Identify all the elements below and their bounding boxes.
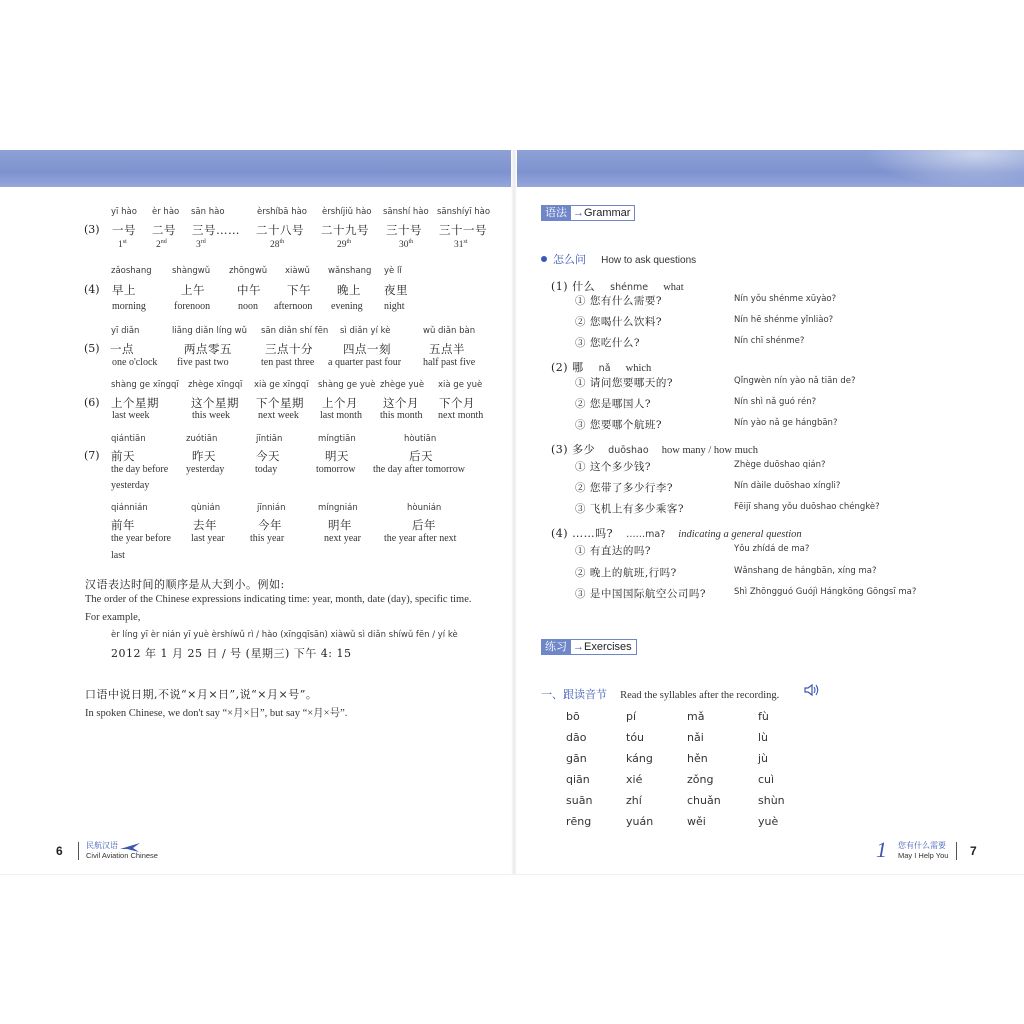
syllable: rēng <box>566 815 592 828</box>
chinese-word: 二十九号 <box>321 223 369 237</box>
book-title-english: Civil Aviation Chinese <box>86 851 158 860</box>
english-gloss: yesterday <box>111 480 150 491</box>
pinyin: zuótiān <box>186 434 218 444</box>
grammar-heading-chinese: 怎么问 <box>553 254 586 266</box>
example-chinese: ③ 是中国国际航空公司吗? <box>575 588 706 600</box>
pinyin: jīntiān <box>256 434 283 444</box>
example-pinyin: Nín hē shénme yǐnliào? <box>734 315 834 325</box>
example-chinese: ② 您是哪国人? <box>575 398 651 410</box>
english-gloss: the year before <box>111 533 171 544</box>
pinyin: sān hào <box>191 207 225 217</box>
example-chinese: ③ 您要哪个航班? <box>575 419 662 431</box>
example-pinyin: Nín dàile duōshao xíngli? <box>734 481 841 491</box>
book-title-chinese: 民航汉语 <box>86 841 118 850</box>
chinese-word: 下午 <box>287 283 311 297</box>
syllable: lù <box>758 731 769 744</box>
chinese-word: 后年 <box>412 518 436 532</box>
ordinal: 1st <box>118 239 127 250</box>
pinyin: shàng ge xīngqī <box>111 380 179 390</box>
pinyin: qùnián <box>191 503 221 513</box>
chapter-title-chinese: 您有什么需要 <box>898 841 946 850</box>
english-gloss: this year <box>250 533 285 544</box>
chinese-word: 三十一号 <box>439 223 487 237</box>
syllable: pí <box>626 710 637 723</box>
pinyin: qiántiān <box>111 434 146 444</box>
english-gloss: last month <box>320 410 362 421</box>
grammar-heading-english: How to ask questions <box>601 255 697 266</box>
pinyin: sānshí hào <box>383 207 429 217</box>
pinyin: liǎng diǎn líng wǔ <box>172 326 248 336</box>
syllable: bō <box>566 710 580 723</box>
example-chinese: ② 您带了多少行李? <box>575 482 673 494</box>
syllable: hěn <box>687 752 708 765</box>
footer-divider <box>956 842 957 860</box>
example-chinese: ③ 您吃什么? <box>575 337 640 349</box>
grammar-tag <box>541 205 635 221</box>
grammar-heading <box>541 248 696 267</box>
ordinal: 31st <box>454 239 468 250</box>
chinese-word: 一点 <box>110 342 134 356</box>
exercises-tag <box>541 639 637 655</box>
arrow-right-icon: → <box>573 641 584 653</box>
chinese-word: 二十八号 <box>256 223 304 237</box>
syllable: wěi <box>687 815 706 828</box>
chinese-word: 四点一刻 <box>343 342 391 356</box>
english-gloss: today <box>255 464 278 475</box>
grammar-tag-english: →Grammar <box>571 205 635 221</box>
question-group-label: (2) 哪 nǎ which <box>551 361 652 374</box>
chinese-word: 二号 <box>152 223 176 237</box>
example-chinese: ① 您有什么需要? <box>575 295 662 307</box>
pinyin: míngnián <box>318 503 358 513</box>
english-gloss: ten past three <box>261 357 315 368</box>
book-gutter <box>511 150 517 875</box>
pinyin: xiàwǔ <box>285 266 310 276</box>
chinese-word: 早上 <box>112 283 136 297</box>
exercises-tag-chinese: 练习 <box>541 639 571 655</box>
audio-speaker-icon[interactable] <box>803 682 821 701</box>
pinyin: wǎnshang <box>328 266 372 276</box>
english-gloss: the year after next <box>384 533 457 544</box>
english-gloss: tomorrow <box>316 464 356 475</box>
example-chinese: ① 请问您要哪天的? <box>575 377 673 389</box>
chinese-word: 五点半 <box>429 342 465 356</box>
exercise-title-english: Read the syllables after the recording. <box>620 690 780 701</box>
chinese-word: 上午 <box>181 283 205 297</box>
page-number: 6 <box>56 844 63 858</box>
exercise-title-chinese: 一、跟读音节 <box>541 689 607 701</box>
english-gloss: next month <box>438 410 484 421</box>
syllable: yuán <box>626 815 654 828</box>
syllable: chuǎn <box>687 794 721 807</box>
example-pinyin: èr líng yī èr nián yī yuè èrshíwǔ rì / hào (xīngqīsān) xiàwǔ sì diǎn shíwǔ fēn / yí kè <box>111 630 458 640</box>
question-group-label: (3) 多少 duōshao how many / how much <box>551 443 758 456</box>
example-pinyin: Qǐngwèn nín yào nǎ tiān de? <box>734 376 856 386</box>
syllable: jù <box>758 752 769 765</box>
note-chinese: 汉语表达时间的顺序是从大到小。例如: <box>85 578 285 591</box>
syllable: gān <box>566 752 587 765</box>
pinyin: yī diǎn <box>111 326 140 336</box>
chinese-word: 前年 <box>111 518 135 532</box>
chinese-word: 下个星期 <box>256 396 304 410</box>
pinyin: yī hào <box>111 207 137 217</box>
ordinal: 3rd <box>196 239 206 250</box>
bullet-icon <box>541 256 547 262</box>
example-pinyin: Nín yào nǎ ge hángbān? <box>734 418 838 428</box>
example-chinese: ① 有直达的吗? <box>575 545 651 557</box>
syllable: fù <box>758 710 769 723</box>
syllable: cuì <box>758 773 775 786</box>
grammar-tag-chinese: 语法 <box>541 205 571 221</box>
chinese-word: 晚上 <box>337 283 361 297</box>
chinese-word: 明天 <box>325 449 349 463</box>
item-number: (4) <box>84 283 100 296</box>
example-chinese: ① 这个多少钱? <box>575 461 651 473</box>
english-gloss: forenoon <box>174 301 211 312</box>
example-pinyin: Nín chī shénme? <box>734 336 805 346</box>
example-chinese: ③ 飞机上有多少乘客? <box>575 503 684 515</box>
note-english: In spoken Chinese, we don't say “×月×日”, but say “×月×号”. <box>85 708 348 719</box>
pinyin: èr hào <box>152 207 180 217</box>
pinyin: sān diǎn shí fēn <box>261 326 329 336</box>
english-gloss: a quarter past four <box>328 357 402 368</box>
example-pinyin: Zhège duōshao qián? <box>734 460 826 470</box>
example-pinyin: Nín yǒu shénme xūyào? <box>734 294 837 304</box>
syllable: qiān <box>566 773 590 786</box>
ordinal: 30th <box>399 239 414 250</box>
example-pinyin: Shì Zhōngguó Guójì Hángkōng Gōngsī ma? <box>734 587 917 597</box>
english-gloss: one o'clock <box>112 357 158 368</box>
pinyin: sì diǎn yí kè <box>340 326 391 336</box>
note-chinese: 口语中说日期,不说“×月×日”,说“×月×号”。 <box>85 688 318 701</box>
arrow-right-icon: → <box>573 207 584 219</box>
english-gloss: next week <box>258 410 299 421</box>
syllable: tóu <box>626 731 645 744</box>
chinese-word: 明年 <box>328 518 352 532</box>
pinyin: hòutiān <box>404 434 437 444</box>
english-gloss: yesterday <box>186 464 225 475</box>
chinese-word: 上个月 <box>322 396 358 410</box>
english-gloss: evening <box>331 301 363 312</box>
pinyin: wǔ diǎn bàn <box>423 326 476 336</box>
syllable: dāo <box>566 731 587 744</box>
header-band-right <box>516 150 1024 187</box>
syllable: yuè <box>758 815 779 828</box>
question-group-label: (1) 什么 shénme what <box>551 280 684 293</box>
pinyin: èrshíjiǔ hào <box>322 207 372 217</box>
pinyin: zhège yuè <box>380 380 425 390</box>
exercises-tag-english: →Exercises <box>571 639 637 655</box>
page-bottom-edge <box>0 874 1024 875</box>
header-band-left <box>0 150 512 187</box>
pinyin: xià ge yuè <box>438 380 483 390</box>
syllable: zǒng <box>687 773 714 786</box>
chinese-word: 一号 <box>112 223 136 237</box>
chapter-title-english: May I Help You <box>898 851 949 860</box>
syllable: shùn <box>758 794 785 807</box>
exercise-instruction <box>541 683 779 702</box>
pinyin: sānshíyī hào <box>437 207 491 217</box>
chinese-word: 三点十分 <box>265 342 313 356</box>
english-gloss: night <box>384 301 405 312</box>
pinyin: míngtiān <box>318 434 356 444</box>
chinese-word: 去年 <box>193 518 217 532</box>
example-chinese: ② 晚上的航班,行吗? <box>575 567 677 579</box>
chinese-word: 上个星期 <box>111 396 159 410</box>
syllable: káng <box>626 752 653 765</box>
english-gloss: this week <box>192 410 231 421</box>
english-gloss: the day before <box>111 464 169 475</box>
pinyin: shàng ge yuè <box>318 380 376 390</box>
chinese-word: 夜里 <box>384 283 408 297</box>
pinyin: zhège xīngqī <box>188 380 243 390</box>
chinese-word: 三号…… <box>192 223 240 237</box>
pinyin: yè lǐ <box>384 266 402 276</box>
chinese-word: 今天 <box>256 449 280 463</box>
footer-divider <box>78 842 79 860</box>
syllable: suān <box>566 794 593 807</box>
pinyin: zhōngwǔ <box>229 266 268 276</box>
english-gloss: morning <box>112 301 146 312</box>
english-gloss: five past two <box>177 357 229 368</box>
example-chinese: 2012 年 1 月 25 日 / 号 (星期三) 下午 4: 15 <box>111 647 352 660</box>
english-gloss: noon <box>238 301 258 312</box>
english-gloss: last <box>111 550 125 561</box>
example-pinyin: Nín shì nǎ guó rén? <box>734 397 817 407</box>
item-number: (7) <box>84 449 100 462</box>
english-gloss: last week <box>112 410 150 421</box>
ordinal: 2nd <box>156 239 167 250</box>
chinese-word: 三十号 <box>386 223 422 237</box>
chinese-word: 这个星期 <box>191 396 239 410</box>
pinyin: shàngwǔ <box>172 266 211 276</box>
pinyin: èrshíbā hào <box>257 207 308 217</box>
item-number: (6) <box>84 396 100 409</box>
pinyin: qiánnián <box>111 503 148 513</box>
syllable: xié <box>626 773 643 786</box>
english-gloss: this month <box>380 410 423 421</box>
note-english: For example, <box>85 612 141 623</box>
example-pinyin: Fēijī shang yǒu duōshao chéngkè? <box>734 502 880 512</box>
pinyin: zǎoshang <box>111 266 152 276</box>
syllable: zhí <box>626 794 642 807</box>
syllable: nǎi <box>687 731 704 744</box>
chinese-word: 后天 <box>409 449 433 463</box>
example-pinyin: Yǒu zhídá de ma? <box>734 544 810 554</box>
english-gloss: half past five <box>423 357 476 368</box>
english-gloss: afternoon <box>274 301 313 312</box>
item-number: (3) <box>84 223 100 236</box>
ordinal: 29th <box>337 239 352 250</box>
chinese-word: 今年 <box>258 518 282 532</box>
chinese-word: 前天 <box>111 449 135 463</box>
chinese-word: 这个月 <box>383 396 419 410</box>
item-number: (5) <box>84 342 100 355</box>
english-gloss: next year <box>324 533 361 544</box>
english-gloss: the day after tomorrow <box>373 464 465 475</box>
question-group-label: (4) ……吗? ……ma? indicating a general question <box>551 527 802 540</box>
chinese-word: 昨天 <box>192 449 216 463</box>
pinyin: xià ge xīngqī <box>254 380 309 390</box>
syllable: mǎ <box>687 710 705 723</box>
chinese-word: 两点零五 <box>184 342 232 356</box>
chinese-word: 下个月 <box>439 396 475 410</box>
page-number: 7 <box>970 844 977 858</box>
english-gloss: last year <box>191 533 225 544</box>
example-pinyin: Wǎnshang de hángbān, xíng ma? <box>734 566 877 576</box>
note-english: The order of the Chinese expressions indicating time: year, month, date (day), specific time. <box>85 594 472 605</box>
pinyin: jīnnián <box>257 503 286 513</box>
chinese-word: 中午 <box>237 283 261 297</box>
chapter-number: 1 <box>876 837 887 862</box>
pinyin: hòunián <box>407 503 442 513</box>
example-chinese: ② 您喝什么饮料? <box>575 316 662 328</box>
ordinal: 28th <box>270 239 285 250</box>
